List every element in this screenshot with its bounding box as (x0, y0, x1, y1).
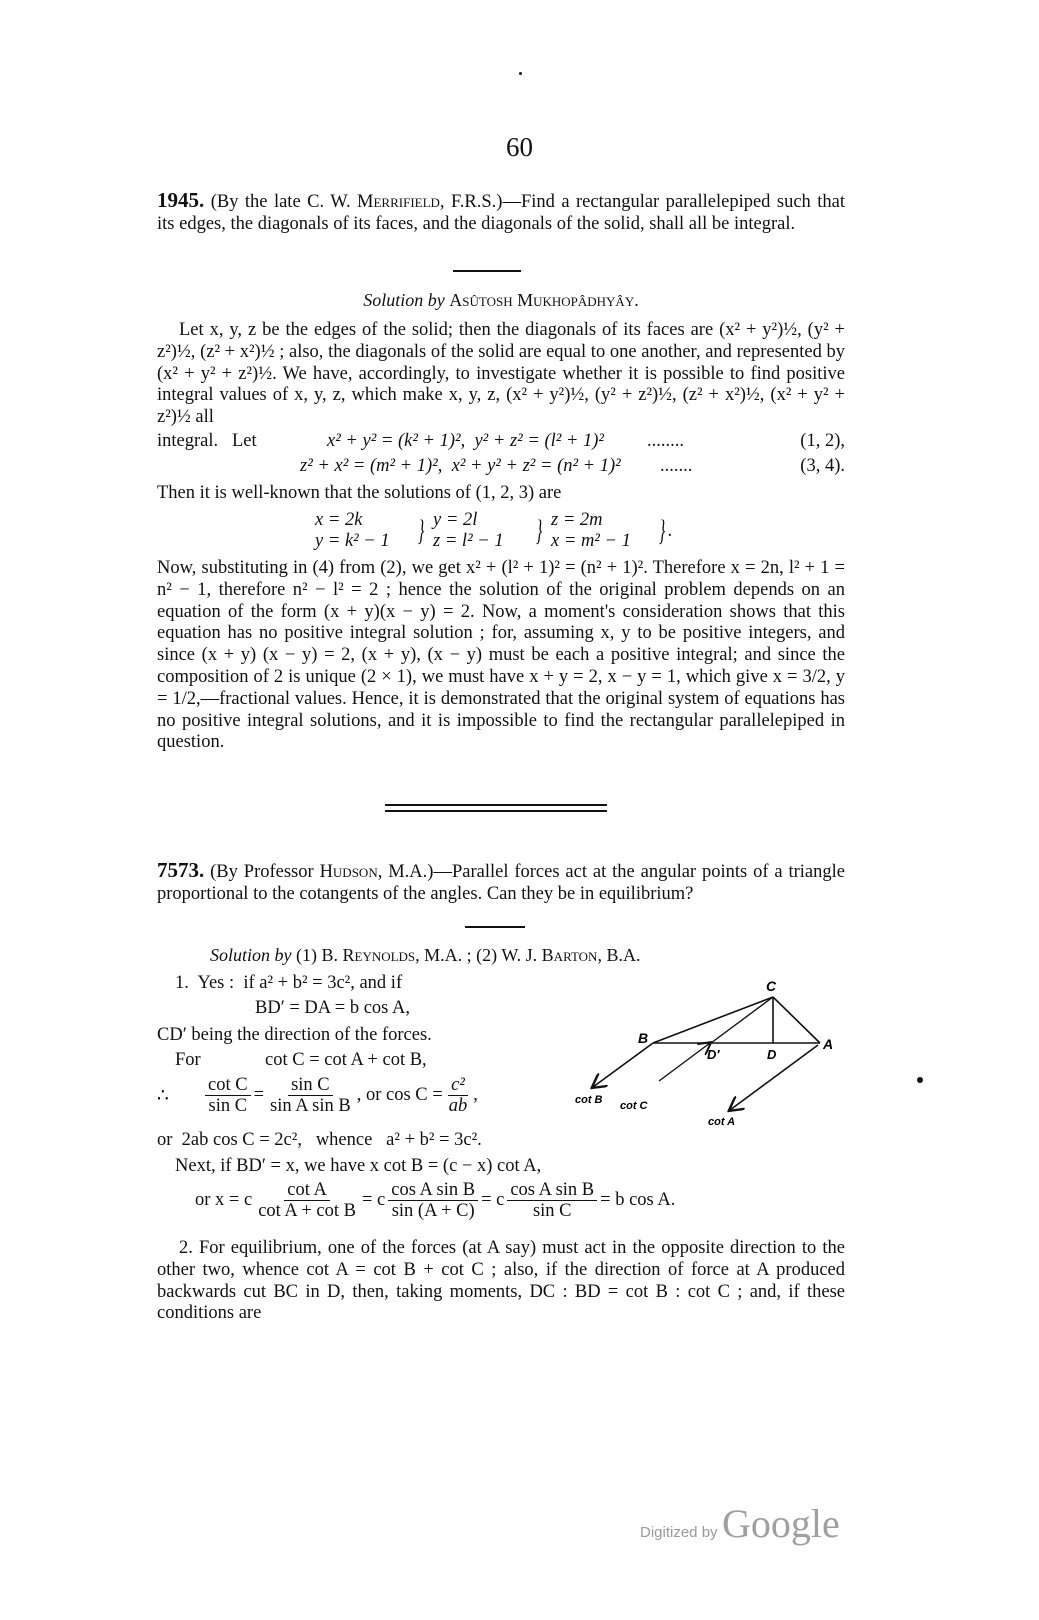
force-diagram (575, 975, 845, 1125)
solution-authors: (1) B. Reynolds, M.A. ; (2) W. J. Barton, B.A. (296, 945, 641, 965)
force-c-arrow (659, 1043, 710, 1081)
label-cot-a: cot A (708, 1116, 736, 1125)
problem-7573-statement: 7573. (By Professor Hudson, M.A.)—Parallel forces act at the angular points of a triangle proportional to the cotangents of the angles. Can they be in equilibrium? (157, 858, 845, 904)
equation-therefore: ∴ $\frac{\text{cot C}}{\text{sin C}}$ = $\frac{\text{sin C}}{\text{sin A sin B}}$ , or cos C = $\frac{\text{c²}}{ab}$ , (157, 1075, 478, 1116)
line-cd-prime (711, 997, 773, 1043)
equation-1-2: x² + y² = (k² + 1)², y² + z² = (l² + 1)² (327, 431, 604, 451)
solution-line: BD′ = DA = b cos A, (255, 998, 410, 1018)
problem-text: Find a rectangular parallelepiped such that its edges, the diagonals of its faces, and the diagonals of the solid, shall all be integral. (157, 192, 845, 234)
label-cot-b: cot B (575, 1094, 603, 1106)
solution-line: or 2ab cos C = 2c², whence a² + b² = 3c². (157, 1130, 482, 1150)
digitized-by-google-watermark: Digitized by Google (640, 1501, 840, 1546)
google-logo-text: Google (722, 1501, 840, 1546)
page-number: 60 (506, 132, 533, 162)
scan-speck (519, 72, 522, 75)
force-b-arrow (593, 1043, 653, 1087)
section-divider (453, 270, 521, 272)
brace: } (535, 514, 543, 547)
label-d-prime: D′ (707, 1047, 720, 1062)
fraction: $\frac{\text{c²}}{ab}$ (448, 1075, 468, 1116)
brace: } (658, 514, 666, 547)
problem-number: 1945. (157, 188, 205, 212)
fraction: $\frac{\text{cos A sin B}}{\text{sin C}}$ (507, 1180, 597, 1221)
equation-tag-3-4: ....... (3, 4). (660, 456, 845, 476)
solution-author: Asûtosh Mukhopâdhyây. (449, 290, 639, 310)
label-a: A (823, 1036, 834, 1052)
equation-3-4: z² + x² = (m² + 1)², x² + y² + z² = (n² + 1)² (300, 456, 621, 476)
solution-line: For (175, 1050, 201, 1070)
label-c: C (766, 978, 777, 994)
fraction: $\frac{\text{cot C}}{\text{sin C}}$ (205, 1075, 251, 1116)
fraction: $\frac{\text{sin C}}{\text{sin A sin B}}$ (270, 1075, 351, 1116)
label-d: D (767, 1047, 777, 1062)
fraction: $\frac{\text{cos A sin B}}{\sin (A + C)}$ (388, 1180, 478, 1221)
section-divider (465, 926, 525, 928)
scan-speck (917, 1077, 923, 1083)
problem-author: Merrifield (357, 192, 440, 212)
problem-author: Hudson (319, 862, 378, 882)
solutions-intro: Then it is well-known that the solutions of (1, 2, 3) are (157, 483, 562, 503)
problem-1945-statement: 1945. (By the late C. W. Merrifield, F.R.S.)—Find a rectangular parallelepiped such that its edges, the diagonals of its faces, and the diagonals of the solid, shall all be integral. (157, 188, 845, 234)
side-bc (653, 997, 773, 1043)
solution-paragraph-3: 2. For equilibrium, one of the forces (at A say) must act in the opposite direction to the other two, whence cot A = cot B + cot C ; also, if the direction of force at A produced backwards cut BC in D, then, taking moments, DC : BD = cot B : cot C ; and, if these conditions are (157, 1238, 845, 1324)
problem-number: 7573. (157, 858, 205, 882)
double-rule-bottom (385, 810, 607, 812)
solution-paragraph: Let x, y, z be the edges of the solid; then the diagonals of its faces are (x² + y²)½, (y² + z²)½, (z² + x²)½ ; also, the diagonals of the solid are equal to one another, and represented by (x² + y² + z²)½. We have, accordingly, to investigate whether it is possible to find positive integral values of x, y, z, which make x, y, z, (x² + y²)½, (y² + z²)½, (z² + x²)½, (x² + y² + z²)½ all (157, 320, 845, 428)
solution-line: cot C = cot A + cot B, (265, 1050, 427, 1070)
solution-paragraph-2: Now, substituting in (4) from (2), we get x² + (l² + 1)² = (n² + 1)². Therefore x = 2n, l² + 1 = n² − 1, therefore n² − l² = 2 ; hence the solution of the original problem depends on an equation of the form (x + y)(x − y) = 2. Now, a moment's consideration shows that this equation has no positive integral solution ; for, assuming x, y to be positive integers, and since (x + y) (x − y) = 2, (x + y), (x − y) must be each a positive integral; and since the composition of 2 is unique (2 × 1), we must have x + y = 2, x − y = 1, which give x = 3/2, y = 1/2,—fractional values. Hence, it is demonstrated that the original system of equations has no positive integral solutions, and it is impossible to find the rectangular parallelepiped in question. (157, 558, 845, 753)
side-ca (773, 997, 820, 1043)
solution-credit: Solution by Asûtosh Mukhopâdhyây. (363, 290, 639, 310)
brace: } (417, 514, 425, 547)
solution-credit: Solution by (1) B. Reynolds, M.A. ; (2) W. J. Barton, B.A. (210, 945, 641, 965)
problem-text: Parallel forces act at the angular points of a triangle proportional to the cotangents of the angles. Can they be in equilibrium? (157, 862, 845, 904)
solution-system: x = 2k y = k² − 1 } y = 2l z = l² − 1 } z = 2m x = m² − 1 } . (315, 510, 673, 551)
fraction: $\frac{\text{cot A}}{\text{cot A + cot B}}$ (258, 1180, 356, 1221)
solution-line: Next, if BD′ = x, we have x cot B = (c − x) cot A, (175, 1156, 542, 1176)
label-b: B (638, 1030, 649, 1046)
label-cot-c: cot C (620, 1100, 648, 1112)
equation-x: or x = c $\frac{\text{cot A}}{\text{cot A + cot B}}$ = c $\frac{\text{cos A sin B}}{\sin (A + C)}$ = c $\frac{\text{cos A sin B}}{\text{sin C}}$ = b cos A. (195, 1180, 676, 1221)
solution-line: CD′ being the direction of the forces. (157, 1025, 432, 1045)
solution-line: 1. Yes : if a² + b² = 3c², and if (175, 973, 403, 993)
double-rule-top (385, 804, 607, 806)
equation-tag-1-2: ........ (1, 2), (647, 431, 845, 451)
equation-line: integral. Let (157, 431, 257, 451)
